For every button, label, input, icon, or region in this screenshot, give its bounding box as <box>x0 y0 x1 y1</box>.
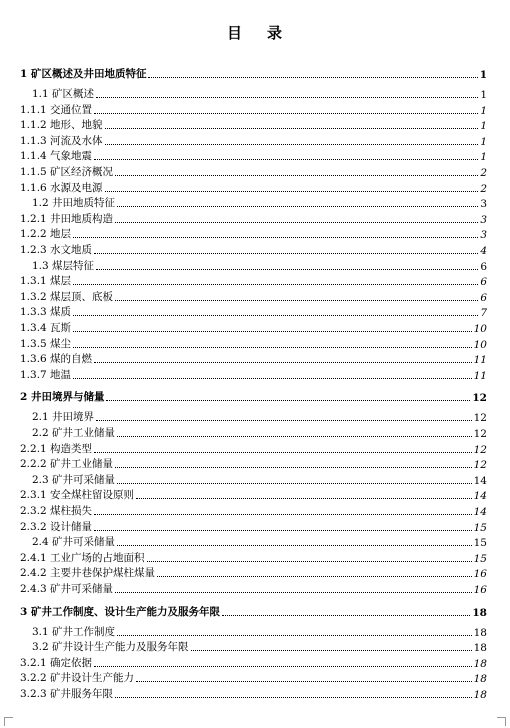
toc-entry-label: 1.3.7 地温 <box>20 368 72 381</box>
toc-subsection-entry[interactable] <box>20 687 487 701</box>
toc-entry-label: 2 井田境界与储量 <box>20 391 105 404</box>
toc-entry-page-number: 14 <box>473 506 487 518</box>
toc-leader-dots <box>222 615 470 616</box>
toc-leader-dots <box>73 237 478 238</box>
toc-entry-label: 1.2.1 井田地质构造 <box>20 212 114 225</box>
toc-entry-page-number: 12 <box>472 392 487 405</box>
toc-entry-label: 1.3.5 煤尘 <box>20 337 72 350</box>
toc-subsection-entry[interactable] <box>20 551 487 565</box>
toc-subsection-entry[interactable] <box>20 181 487 195</box>
toc-leader-dots <box>73 347 472 348</box>
toc-entry-label: 1 矿区概述及井田地质特征 <box>20 68 147 80</box>
toc-entry-label: 1.1.2 地形、地貌 <box>20 119 103 132</box>
toc-entry-page-number: 10 <box>473 338 487 351</box>
toc-entry-page-number: 2 <box>480 182 487 195</box>
toc-chapter-entry[interactable] <box>20 604 487 619</box>
toc-subsection-entry[interactable] <box>20 352 487 366</box>
toc-leader-dots <box>94 666 472 667</box>
toc-entry-page-number: 15 <box>473 552 487 565</box>
toc-entry-page-number: 11 <box>473 354 487 367</box>
toc-entry-label: 1.1 矿区概述 <box>32 88 95 100</box>
toc-entry-label: 1.2.2 地层 <box>20 228 72 241</box>
toc-entry-label: 2.4.2 主要井巷保护煤柱煤量 <box>20 567 156 580</box>
toc-leader-dots <box>115 592 472 593</box>
toc-section-entry[interactable] <box>32 87 487 101</box>
toc-entry-label: 3.2.1 确定依据 <box>20 656 93 669</box>
toc-entry-label: 1.1.5 矿区经济概况 <box>20 166 114 178</box>
toc-leader-dots <box>117 545 472 546</box>
toc-entry-label: 3.2.2 矿井设计生产能力 <box>20 672 135 685</box>
toc-entry-label: 2.4.1 工业广场的占地面积 <box>20 551 145 564</box>
toc-leader-dots <box>96 269 478 270</box>
toc-entry-page-number: 12 <box>473 459 487 472</box>
toc-subsection-entry[interactable] <box>20 520 487 534</box>
toc-entry-page-number: 18 <box>473 642 487 655</box>
toc-subsection-entry[interactable] <box>20 656 487 670</box>
toc-leader-dots <box>157 576 472 577</box>
toc-entry-page-number: 3 <box>480 213 487 226</box>
toc-entry-label: 1.3.6 煤的自燃 <box>20 353 93 366</box>
toc-entry-page-number: 18 <box>473 657 487 670</box>
toc-section-entry[interactable] <box>32 426 487 440</box>
toc-entry-label: 3.1 矿井工作制度 <box>32 625 116 638</box>
toc-leader-dots <box>117 206 478 207</box>
toc-leader-dots <box>73 378 472 379</box>
toc-entry-page-number: 3 <box>480 198 487 211</box>
toc-entry-page-number: 1 <box>479 69 487 81</box>
toc-subsection-entry[interactable] <box>20 165 487 179</box>
toc-leader-dots <box>147 561 472 562</box>
toc-leader-dots <box>117 483 472 484</box>
toc-entry-page-number: 6 <box>480 276 487 289</box>
toc-entry-page-number: 12 <box>473 428 487 440</box>
toc-subsection-entry[interactable] <box>20 118 487 132</box>
toc-leader-dots <box>94 452 472 453</box>
toc-entry-page-number: 18 <box>473 689 487 701</box>
toc-entry-page-number: 15 <box>473 537 487 550</box>
toc-subsection-entry[interactable] <box>20 274 487 288</box>
toc-chapter-entry[interactable] <box>20 389 487 404</box>
toc-entry-page-number: 12 <box>473 443 487 456</box>
toc-section-entry[interactable] <box>32 259 487 273</box>
toc-entry-page-number: 1 <box>480 89 487 101</box>
toc-entry-page-number: 18 <box>473 626 487 639</box>
toc-entry-label: 1.3.2 煤层顶、底板 <box>20 290 114 303</box>
toc-entry-label: 3.2.3 矿井服务年限 <box>20 688 114 700</box>
toc-leader-dots <box>94 530 472 531</box>
toc-leader-dots <box>96 97 478 98</box>
toc-section-entry[interactable] <box>32 196 487 210</box>
toc-subsection-entry[interactable] <box>20 337 487 351</box>
toc-entry-page-number: 6 <box>480 291 487 304</box>
toc-entry-label: 2.2.2 矿井工业储量 <box>20 458 114 471</box>
toc-entry-label: 1.3 煤层特征 <box>32 259 95 272</box>
toc-section-entry[interactable] <box>32 410 487 424</box>
toc-entry-label: 2.4.3 矿井可采储量 <box>20 583 114 595</box>
toc-leader-dots <box>115 175 478 176</box>
toc-entry-label: 3 矿井工作制度、设计生产能力及服务年限 <box>20 605 220 618</box>
toc-subsection-entry[interactable] <box>20 671 487 685</box>
toc-subsection-entry[interactable] <box>20 290 487 304</box>
toc-section-entry[interactable] <box>32 535 487 549</box>
toc-leader-dots <box>106 400 470 401</box>
toc-leader-dots <box>105 191 479 192</box>
page-corner-mark-right <box>497 717 506 726</box>
toc-leader-dots <box>117 635 472 636</box>
toc-entry-page-number: 1 <box>480 104 487 117</box>
toc-leader-dots <box>115 222 478 223</box>
toc-entry-page-number: 1 <box>480 120 487 133</box>
toc-section-entry[interactable] <box>32 640 487 654</box>
toc-subsection-entry[interactable] <box>20 134 487 148</box>
toc-entry-page-number: 2 <box>480 167 487 179</box>
toc-subsection-entry[interactable] <box>20 566 487 580</box>
toc-leader-dots <box>115 300 478 301</box>
toc-subsection-entry[interactable] <box>20 504 487 518</box>
toc-leader-dots <box>73 315 478 316</box>
toc-entry-page-number: 1 <box>480 151 487 164</box>
toc-entry-page-number: 14 <box>473 474 487 487</box>
toc-entry-label: 2.2.1 构造类型 <box>20 442 93 455</box>
toc-entry-page-number: 6 <box>480 260 487 273</box>
toc-entry-label: 2.2 矿井工业储量 <box>32 427 116 439</box>
toc-entry-label: 1.2 井田地质特征 <box>32 197 116 210</box>
toc-entry-label: 2.3.2 煤柱损失 <box>20 505 93 517</box>
toc-leader-dots <box>96 420 472 421</box>
toc-entry-label: 1.1.3 河流及水体 <box>20 134 103 147</box>
toc-entry-page-number: 10 <box>473 323 487 335</box>
toc-entry-page-number: 4 <box>480 245 487 257</box>
toc-subsection-entry[interactable] <box>20 457 487 471</box>
toc-section-entry[interactable] <box>32 625 487 639</box>
toc-leader-dots <box>94 253 478 254</box>
toc-entry-label: 1.1.6 水源及电源 <box>20 181 103 194</box>
toc-leader-dots <box>105 128 479 129</box>
toc-subsection-entry[interactable] <box>20 149 487 163</box>
toc-entry-label: 2.3 矿井可采储量 <box>32 473 116 486</box>
toc-leader-dots <box>94 159 478 160</box>
toc-leader-dots <box>136 681 472 682</box>
toc-entry-label: 1.3.3 煤质 <box>20 306 72 319</box>
toc-leader-dots <box>191 650 472 651</box>
toc-title-char-1: 目 <box>226 24 243 42</box>
toc-title-char-2: 录 <box>267 24 284 42</box>
toc-leader-dots <box>73 284 478 285</box>
toc-entry-label: 1.1.1 交通位置 <box>20 103 93 116</box>
toc-leader-dots <box>105 144 479 145</box>
toc-entry-page-number: 18 <box>473 673 487 686</box>
toc-leader-dots <box>94 514 472 515</box>
toc-leader-dots <box>117 436 472 437</box>
toc-entry-page-number: 7 <box>480 307 487 320</box>
toc-subsection-entry[interactable] <box>20 212 487 226</box>
toc-subsection-entry[interactable] <box>20 442 487 456</box>
toc-entry-label: 1.1.4 气象地震 <box>20 150 93 163</box>
toc-entry-label: 2.3.1 安全煤柱留设原则 <box>20 489 135 502</box>
toc-leader-dots <box>73 331 472 332</box>
toc-entry-label: 2.3.2 设计储量 <box>20 520 93 533</box>
toc-entry-label: 3.2 矿井设计生产能力及服务年限 <box>32 641 189 654</box>
toc-entry-label: 1.3.1 煤层 <box>20 275 72 288</box>
toc-entry-page-number: 12 <box>473 412 487 425</box>
toc-leader-dots <box>148 77 477 78</box>
toc-subsection-entry[interactable] <box>20 488 487 502</box>
toc-subsection-entry[interactable] <box>20 321 487 335</box>
toc-entry-label: 2.1 井田境界 <box>32 411 95 424</box>
toc-leader-dots <box>94 113 478 114</box>
toc-subsection-entry[interactable] <box>20 368 487 382</box>
toc-entry-label: 2.4 矿井可采储量 <box>32 536 116 549</box>
toc-entry-page-number: 16 <box>473 584 487 596</box>
toc-entry-page-number: 1 <box>480 135 487 148</box>
toc-subsection-entry[interactable] <box>20 305 487 319</box>
toc-subsection-entry[interactable] <box>20 103 487 117</box>
toc-subsection-entry[interactable] <box>20 582 487 596</box>
toc-entry-page-number: 3 <box>480 229 487 242</box>
toc-entry-page-number: 18 <box>472 606 487 619</box>
toc-subsection-entry[interactable] <box>20 227 487 241</box>
toc-entry-page-number: 14 <box>473 490 487 503</box>
toc-entry-label: 1.2.3 水文地质 <box>20 244 93 256</box>
toc-chapter-entry[interactable] <box>20 66 487 81</box>
toc-subsection-entry[interactable] <box>20 243 487 257</box>
toc-entry-page-number: 15 <box>473 521 487 534</box>
toc-leader-dots <box>136 498 472 499</box>
toc-leader-dots <box>115 467 472 468</box>
page-corner-mark-left <box>4 717 13 726</box>
toc-section-entry[interactable] <box>32 473 487 487</box>
toc-entry-page-number: 16 <box>473 568 487 581</box>
toc-entry-label: 1.3.4 瓦斯 <box>20 322 72 334</box>
toc-leader-dots <box>115 697 472 698</box>
toc-leader-dots <box>94 362 472 363</box>
toc-entry-page-number: 11 <box>473 369 487 382</box>
